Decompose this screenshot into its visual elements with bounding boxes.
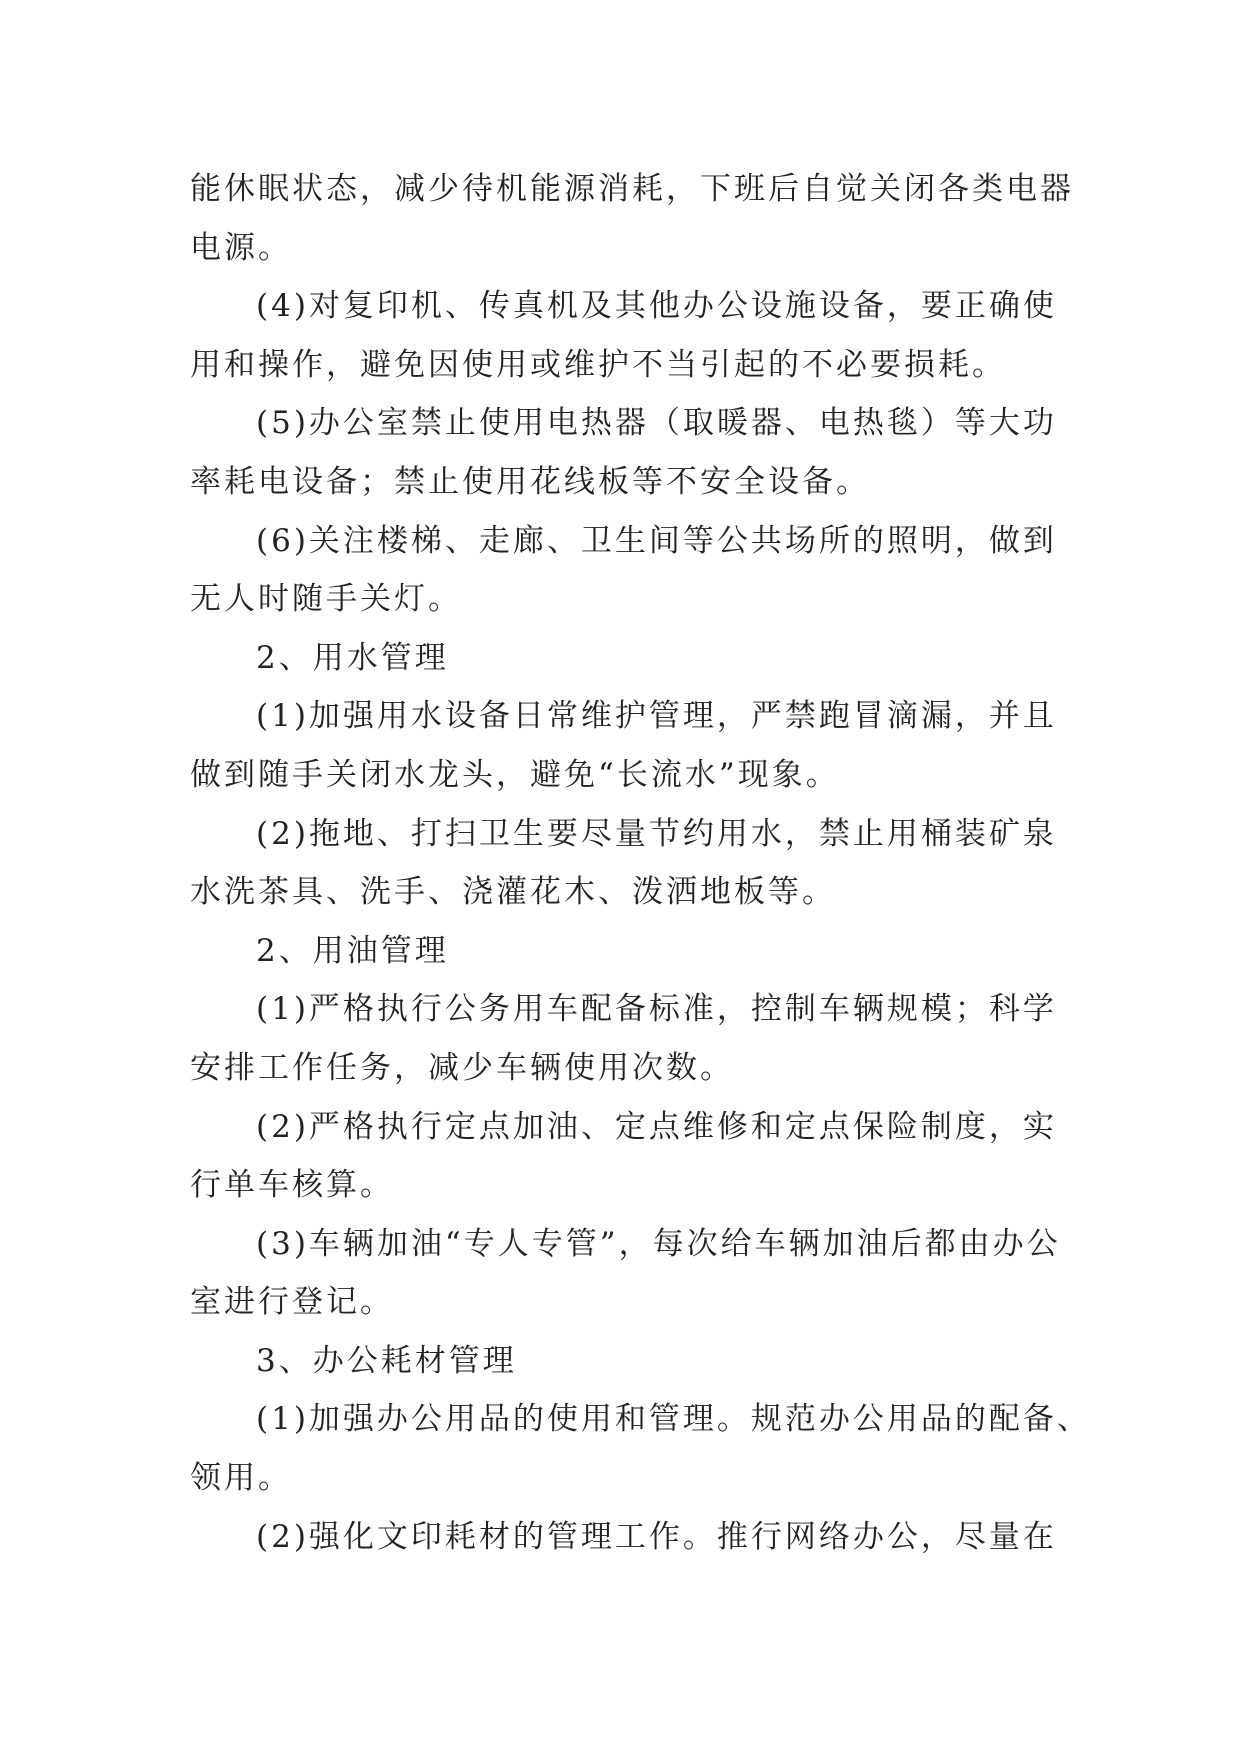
- document-body: [190, 160, 1091, 1566]
- text-line: 用和操作，避免因使用或维护不当引起的不必要损耗。: [190, 346, 1006, 383]
- text-line: (2)强化文印耗材的管理工作。推行网络办公，尽量在: [256, 1518, 1057, 1555]
- text-line: (6)关注楼梯、走廊、卫生间等公共场所的照明，做到: [256, 522, 1057, 559]
- text-line: (1)加强用水设备日常维护管理，严禁跑冒滴漏，并且: [256, 698, 1057, 735]
- text-line: 能休眠状态，减少待机能源消耗，下班后自觉关闭各类电器: [190, 171, 1074, 207]
- text-line: (2)拖地、打扫卫生要尽量节约用水，禁止用桶装矿泉: [256, 815, 1057, 852]
- text-line: 室进行登记。: [190, 1284, 394, 1321]
- text-line: (2)严格执行定点加油、定点维修和定点保险制度，实: [256, 1108, 1057, 1145]
- text-line: 水洗茶具、洗手、浇灌花木、泼洒地板等。: [190, 874, 836, 911]
- text-line: 做到随手关闭水龙头，避免“长流水”现象。: [190, 756, 840, 793]
- text-line: 电源。: [190, 229, 292, 266]
- text-line: (5)办公室禁止使用电热器（取暖器、电热毯）等大功: [256, 405, 1057, 442]
- text-line: (1)严格执行公务用车配备标准，控制车辆规模；科学: [256, 991, 1057, 1028]
- text-line: (4)对复印机、传真机及其他办公设施设备，要正确使: [256, 288, 1057, 325]
- text-line: 无人时随手关灯。: [190, 581, 462, 618]
- text-line: 2、用水管理: [256, 639, 449, 676]
- text-line: 安排工作任务，减少车辆使用次数。: [190, 1049, 734, 1086]
- text-line: 率耗电设备；禁止使用花线板等不安全设备。: [190, 463, 870, 500]
- text-line: (3)车辆加油“专人专管”，每次给车辆加油后都由办公: [256, 1225, 1061, 1262]
- text-line: 行单车核算。: [190, 1167, 394, 1204]
- text-line: 领用。: [190, 1460, 292, 1497]
- text-line: 2、用油管理: [256, 932, 449, 969]
- text-line: 3、办公耗材管理: [256, 1342, 517, 1379]
- text-line: (1)加强办公用品的使用和管理。规范办公用品的配备、: [256, 1401, 1091, 1438]
